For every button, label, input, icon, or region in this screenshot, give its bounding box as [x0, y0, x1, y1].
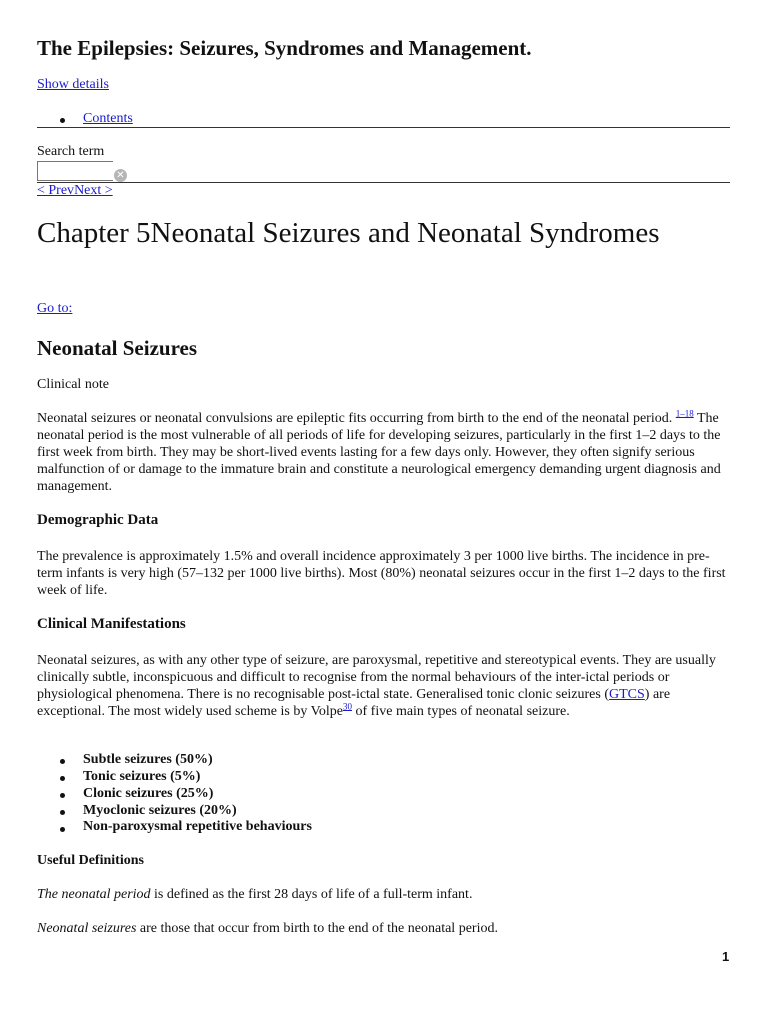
- demographic-heading: Demographic Data: [37, 512, 159, 528]
- chapter-title: Chapter 5Neonatal Seizures and Neonatal Syndromes: [37, 217, 660, 249]
- divider: [37, 127, 730, 128]
- definition-2: Neonatal seizures are those that occur from birth to the end of the neonatal period.: [37, 921, 498, 936]
- pager: [37, 183, 113, 199]
- contents-link[interactable]: Contents: [83, 111, 133, 126]
- search-input[interactable]: [37, 161, 113, 181]
- intro-paragraph: Neonatal seizures or neonatal convulsions are epileptic fits occurring from birth to the end of the neonatal period. $^{1-18}$ The neonatal period is the most vulnerable of all periods of life for developing seizures, particularly in the first 1–2 days to the first week from birth. They may be short-lived events lasting for a few days only. However, they often signify serious malfunction of or damage to the immature brain and constitute a neurological emergency demanding urgent diagnosis and management.: [37, 408, 721, 494]
- book-title: The Epilepsies: Seizures, Syndromes and Management.: [37, 36, 532, 60]
- prev-link[interactable]: < Prev: [37, 183, 75, 198]
- list-bullet-icon: [60, 776, 65, 781]
- reference-link[interactable]: 1–18: [675, 408, 694, 419]
- next-link[interactable]: Next >: [74, 183, 113, 198]
- list-bullet-icon: [60, 759, 65, 764]
- gtcs-link[interactable]: GTCS: [609, 687, 645, 702]
- show-details-link[interactable]: Show details: [37, 77, 109, 92]
- definitions-heading: Useful Definitions: [37, 853, 144, 868]
- page-number: 1: [722, 949, 730, 964]
- list-bullet-icon: [60, 827, 65, 832]
- goto-link[interactable]: Go to:: [37, 301, 73, 316]
- section-heading: Neonatal Seizures: [37, 336, 198, 360]
- list-bullet-icon: [60, 810, 65, 815]
- demographic-paragraph: The prevalence is approximately 1.5% and overall incidence approximately 3 per 1000 live births. The incidence in pre-term infants is very high (57–132 per 1000 live births). Most (80%) neonatal seizures occur in the first 1–2 days to the first week of life.: [37, 549, 726, 598]
- contents-bullet-icon: [60, 118, 65, 123]
- clear-search-icon[interactable]: ✕: [114, 169, 127, 182]
- search-label: Search term: [37, 144, 105, 159]
- clinical-note: Clinical note: [37, 377, 109, 392]
- clinical-paragraph: Neonatal seizures, as with any other type of seizure, are paroxysmal, repetitive and stereotypical events. They are usually clinically subtle, inconspicuous and difficult to recognise from the normal behaviours of the inter-ictal periods or physiological phenomena. There is no recognisable post-ictal state. Generalised tonic clonic seizures (GTCS) are exceptional. The most widely used scheme is by Volpe$^{30}$ of five main types of neonatal seizure.: [37, 653, 716, 719]
- clinical-heading: Clinical Manifestations: [37, 616, 186, 632]
- divider: [37, 182, 730, 183]
- list-bullet-icon: [60, 793, 65, 798]
- list-item: Tonic seizures (5%): [83, 769, 201, 784]
- reference-link[interactable]: 30: [343, 701, 353, 712]
- list-item: Subtle seizures (50%): [83, 752, 213, 767]
- list-item: Non-paroxysmal repetitive behaviours: [83, 819, 312, 834]
- list-item: Clonic seizures (25%): [83, 786, 214, 801]
- definition-1: The neonatal period is defined as the first 28 days of life of a full-term infant.: [37, 887, 473, 902]
- list-item: Myoclonic seizures (20%): [83, 803, 237, 818]
